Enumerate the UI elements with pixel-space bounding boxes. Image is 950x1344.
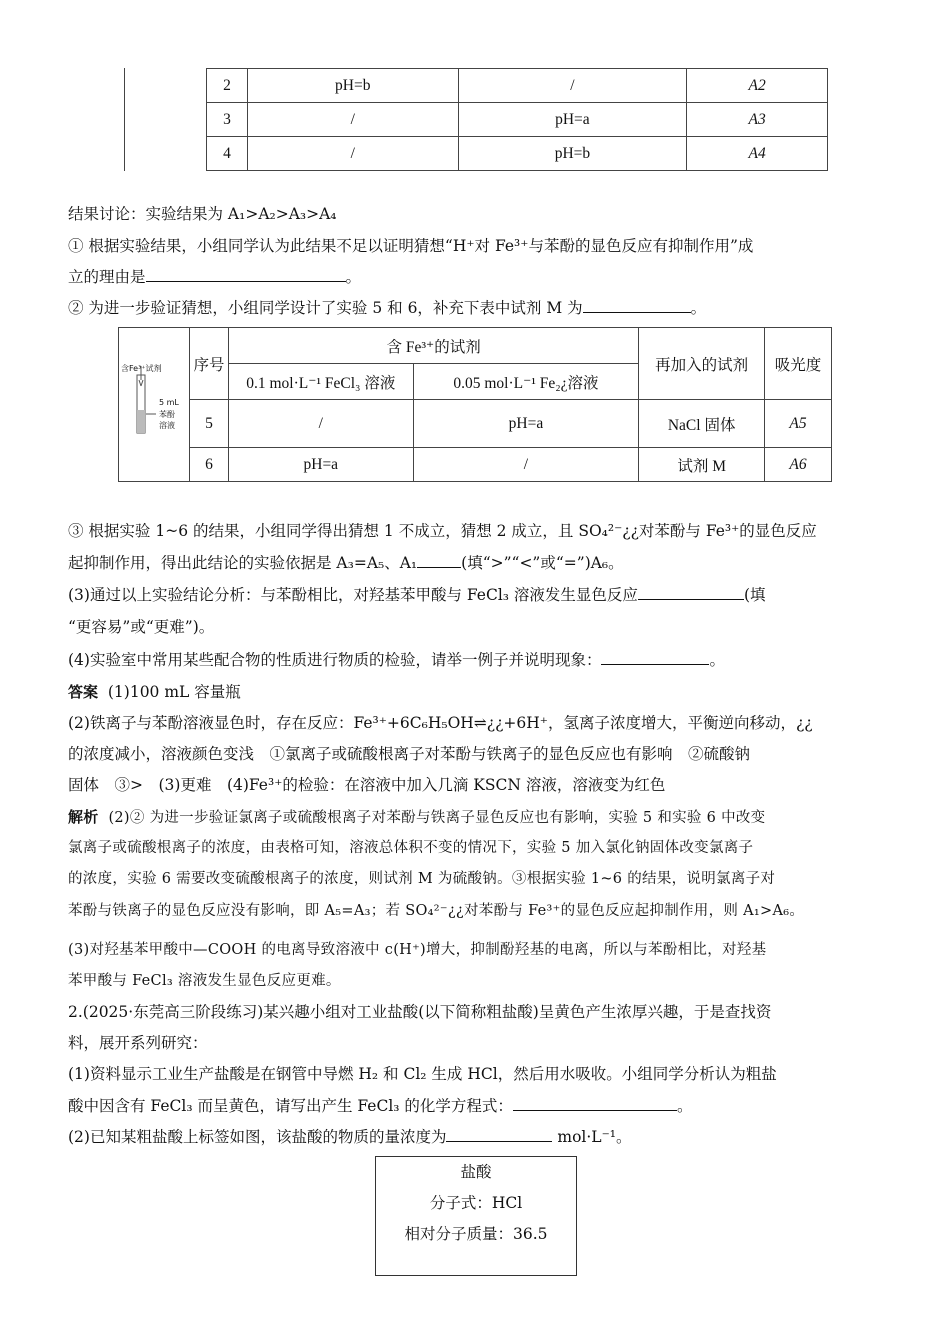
row-number: 5 bbox=[190, 400, 229, 448]
text-span: (4)实验室中常用某些配合物的性质进行物质的检验，请举一例子并说明现象： bbox=[68, 651, 602, 669]
absorbance-cell: A3 bbox=[687, 103, 828, 137]
answer-blank[interactable] bbox=[583, 294, 691, 313]
paragraph-line: ① 根据实验结果，小组同学认为此结果不足以证明猜想“H⁺对 Fe³⁺与苯酚的显色反应有抑制作用”成 bbox=[68, 237, 754, 255]
header-added: 再加入的试剂 bbox=[639, 328, 765, 400]
fecl3-cell: / bbox=[228, 400, 413, 448]
question-line bbox=[68, 1122, 888, 1152]
text-span: (3)通过以上实验结论分析：与苯酚相比，对羟基苯甲酸与 FeCl₃ 溶液发生显色反应 bbox=[68, 586, 638, 604]
text-span: (2)已知某粗盐酸上标签如图，该盐酸的物质的量浓度为 bbox=[68, 1128, 447, 1146]
fe2-cell: / bbox=[458, 69, 687, 103]
absorbance-cell: A4 bbox=[687, 137, 828, 171]
text-span: ② 为进一步验证猜想，小组同学设计了实验 5 和 6，补充下表中试剂 M 为 bbox=[68, 299, 583, 317]
text-span: (2)② 为进一步验证氯离子或硫酸根离子对苯酚与铁离子显色反应也有影响，实验 5 和实验 6 中改变 bbox=[108, 810, 766, 826]
paragraph-line bbox=[68, 645, 888, 675]
text-span: 。 bbox=[690, 299, 707, 317]
label-formula: 分子式：HCl bbox=[429, 1194, 523, 1212]
header-fecl3: 0.1 mol·L⁻¹ FeCl₃ 溶液 bbox=[228, 364, 413, 400]
table-row bbox=[207, 103, 828, 137]
text-span: (填 bbox=[743, 586, 766, 604]
test-tube-figure bbox=[119, 328, 190, 482]
explanation-line: (3)对羟基苯甲酸中—COOH 的电离导致溶液中 c(H⁺)增大，抑制酚羟基的电离，所以与苯酚相比，对羟基 bbox=[68, 942, 767, 958]
table-row bbox=[207, 69, 828, 103]
paragraph-line bbox=[68, 262, 888, 292]
header-reagent: 含 Fe³⁺的试剂 bbox=[228, 328, 638, 364]
added-cell: 试剂 M bbox=[639, 448, 765, 482]
absorbance-cell: A6 bbox=[765, 448, 832, 482]
explanation-line: 苯甲酸与 FeCl₃ 溶液发生显色反应更难。 bbox=[68, 973, 341, 989]
answer-line: 的浓度减小，溶液颜色变浅 ①氯离子或硫酸根离子对苯酚与铁离子的显色反应也有影响 ②硫酸钠 bbox=[68, 745, 751, 763]
label-mass: 相对分子质量：36.5 bbox=[404, 1225, 548, 1243]
row-number: 2 bbox=[207, 69, 248, 103]
header-number: 序号 bbox=[190, 328, 229, 400]
table1-left-border bbox=[124, 68, 125, 171]
text-span: mol·L⁻¹。 bbox=[552, 1128, 632, 1146]
answer-line: (2)铁离子与苯酚溶液显色时，存在反应：Fe³⁺+6C₆H₅OH⇌¿¿+6H⁺，氢离子浓度增大，平衡逆向移动，¿¿ bbox=[68, 714, 813, 732]
table-header-row bbox=[119, 328, 832, 364]
fe2-cell: pH=a bbox=[458, 103, 687, 137]
explanation-line: 的浓度，实验 6 需要改变硫酸根离子的浓度，则试剂 M 为硫酸钠。③根据实验 1~6 的结果，说明氯离子对 bbox=[68, 871, 776, 887]
paragraph-line bbox=[68, 580, 888, 610]
text-span: 。 bbox=[676, 1097, 693, 1115]
text-span: 。 bbox=[345, 268, 362, 286]
experiment-table-2 bbox=[118, 327, 832, 482]
table-row bbox=[207, 137, 828, 171]
figure-label: 苯酚 bbox=[159, 410, 175, 419]
figure-label: 5 mL bbox=[159, 398, 179, 407]
fecl3-cell: pH=b bbox=[247, 69, 458, 103]
text-span: 起抑制作用，得出此结论的实验依据是 A₃=A₅、A₁ bbox=[68, 554, 418, 572]
text-span: (1)100 mL 容量瓶 bbox=[107, 683, 241, 701]
header-absorbance: 吸光度 bbox=[765, 328, 832, 400]
header-fe2: 0.05 mol·L⁻¹ Fe₂¿溶液 bbox=[413, 364, 639, 400]
figure-label: 溶液 bbox=[159, 421, 175, 430]
fecl3-cell: / bbox=[247, 103, 458, 137]
answer-blank[interactable] bbox=[446, 1123, 552, 1142]
result-discussion: 结果讨论：实验结果为 A₁>A₂>A₃>A₄ bbox=[68, 205, 337, 223]
answer-blank[interactable] bbox=[146, 263, 346, 282]
hcl-label-box bbox=[375, 1156, 577, 1276]
figure-label: 含Fe³⁺试剂 bbox=[121, 364, 162, 373]
row-number: 6 bbox=[190, 448, 229, 482]
fecl3-cell: / bbox=[247, 137, 458, 171]
text-span: 。 bbox=[709, 651, 725, 669]
answer-label: 答案 bbox=[68, 683, 99, 701]
table-row bbox=[119, 448, 832, 482]
answer-blank[interactable] bbox=[513, 1092, 677, 1111]
answer-line bbox=[68, 677, 888, 707]
question-line: 2.(2025·东莞高三阶段练习)某兴趣小组对工业盐酸(以下简称粗盐酸)呈黄色产生浓厚兴趣，于是查找资 bbox=[68, 1003, 772, 1021]
paragraph-line bbox=[68, 293, 888, 323]
experiment-table-1 bbox=[206, 68, 828, 171]
text-span: (填“>”“<”或“=”)A₆。 bbox=[461, 554, 624, 572]
paragraph-line: “更容易”或“更难”)。 bbox=[68, 618, 215, 636]
explanation-line: 氯离子或硫酸根离子的浓度，由表格可知，溶液总体积不变的情况下，实验 5 加入氯化钠固体改变氯离子 bbox=[68, 840, 754, 856]
absorbance-cell: A5 bbox=[765, 400, 832, 448]
answer-blank[interactable] bbox=[601, 646, 709, 665]
answer-line: 固体 ③> (3)更难 (4)Fe³⁺的检验：在溶液中加入几滴 KSCN 溶液，溶液变为红色 bbox=[68, 776, 666, 794]
text-span: 立的理由是 bbox=[68, 268, 146, 286]
question-line bbox=[68, 1091, 888, 1121]
answer-blank[interactable] bbox=[638, 581, 744, 600]
label-title: 盐酸 bbox=[460, 1163, 492, 1181]
fe2-cell: pH=a bbox=[413, 400, 639, 448]
explanation-label: 解析 bbox=[68, 808, 99, 826]
explanation-line bbox=[68, 802, 888, 833]
answer-blank[interactable] bbox=[417, 549, 461, 568]
fecl3-cell: pH=a bbox=[228, 448, 413, 482]
added-cell: NaCl 固体 bbox=[639, 400, 765, 448]
row-number: 4 bbox=[207, 137, 248, 171]
row-number: 3 bbox=[207, 103, 248, 137]
paragraph-line bbox=[68, 548, 888, 578]
question-line: (1)资料显示工业生产盐酸是在钢管中导燃 H₂ 和 Cl₂ 生成 HCl，然后用水吸收。小组同学分析认为粗盐 bbox=[68, 1065, 777, 1083]
fe2-cell: pH=b bbox=[458, 137, 687, 171]
explanation-line: 苯酚与铁离子的显色反应没有影响，即 A₅=A₃；若 SO₄²⁻¿¿对苯酚与 Fe³⁺的显色反应起抑制作用，则 A₁>A₆。 bbox=[68, 903, 805, 919]
text-span: 酸中因含有 FeCl₃ 而呈黄色，请写出产生 FeCl₃ 的化学方程式： bbox=[68, 1097, 513, 1115]
question-line: 料，展开系列研究： bbox=[68, 1034, 208, 1052]
fe2-cell: / bbox=[413, 448, 639, 482]
absorbance-cell: A2 bbox=[687, 69, 828, 103]
paragraph-line: ③ 根据实验 1~6 的结果，小组同学得出猜想 1 不成立，猜想 2 成立，且 SO₄²⁻¿¿对苯酚与 Fe³⁺的显色反应 bbox=[68, 522, 817, 540]
table-row bbox=[119, 400, 832, 448]
